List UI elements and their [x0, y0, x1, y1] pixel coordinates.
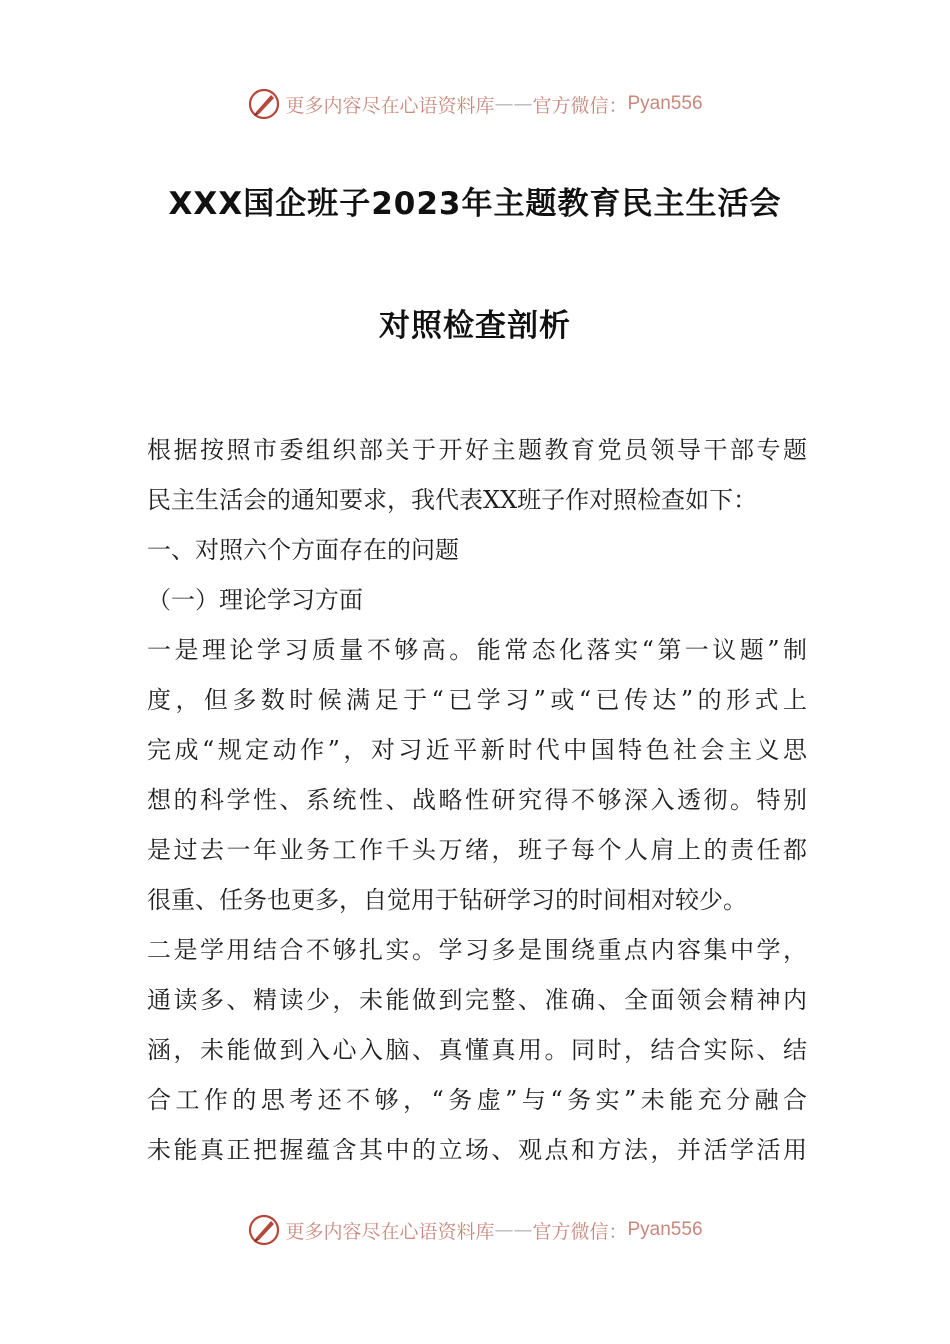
pen-logo-icon [247, 87, 281, 121]
banner-wechat-label: 官方微信： [532, 1220, 628, 1243]
body-line: 二是学用结合不够扎实。学习多是围绕重点内容集中学， [147, 936, 807, 964]
body-line: 完成“规定动作”，对习近平新时代中国特色社会主义思 [147, 736, 807, 764]
body-line: 根据按照市委组织部关于开好主题教育党员领导干部专题 [147, 436, 807, 464]
document-body [147, 425, 807, 1175]
body-line: 通读多、精读少，未能做到完整、准确、全面领会精神内 [147, 986, 807, 1014]
pen-logo-icon [247, 1213, 281, 1247]
banner-wechat-label: 官方微信： [532, 94, 628, 117]
document-title-line-1: XXX国企班子2023年主题教育民主生活会 [168, 186, 782, 222]
header-banner [0, 82, 950, 126]
body-line: 未能真正把握蕴含其中的立场、观点和方法，并活学活用 [147, 1136, 807, 1164]
body-line: 度，但多数时候满足于“已学习”或“已传达”的形式上 [147, 686, 807, 714]
body-line: 涵，未能做到入心入脑、真懂真用。同时，结合实际、结 [147, 1036, 807, 1064]
banner-wechat-id: Pyan556 [627, 93, 703, 114]
banner-wechat-id: Pyan556 [627, 1219, 703, 1240]
body-line: 很重、任务也更多，自觉用于钻研学习的时间相对较少。 [147, 886, 747, 914]
body-line: 想的科学性、系统性、战略性研究得不够深入透彻。特别 [147, 786, 807, 814]
section-heading: 一、对照六个方面存在的问题 [147, 536, 459, 564]
subsection-heading: （一）理论学习方面 [147, 586, 363, 614]
body-line: 是过去一年业务工作千头万绪，班子每个人肩上的责任都 [147, 836, 807, 864]
body-line: 合工作的思考还不够，“务虚”与“务实”未能充分融合 [147, 1086, 807, 1114]
banner-separator: —— [494, 93, 533, 115]
body-line: 民主生活会的通知要求，我代表XX班子作对照检查如下： [147, 486, 758, 514]
banner-text: 更多内容尽在心语资料库 [285, 1220, 495, 1243]
banner-separator: —— [494, 1219, 533, 1241]
banner-text: 更多内容尽在心语资料库 [285, 94, 495, 117]
document-title-line-2: 对照检查剖析 [379, 308, 571, 344]
footer-banner [0, 1208, 950, 1252]
body-line: 一是理论学习质量不够高。能常态化落实“第一议题”制 [147, 636, 807, 664]
